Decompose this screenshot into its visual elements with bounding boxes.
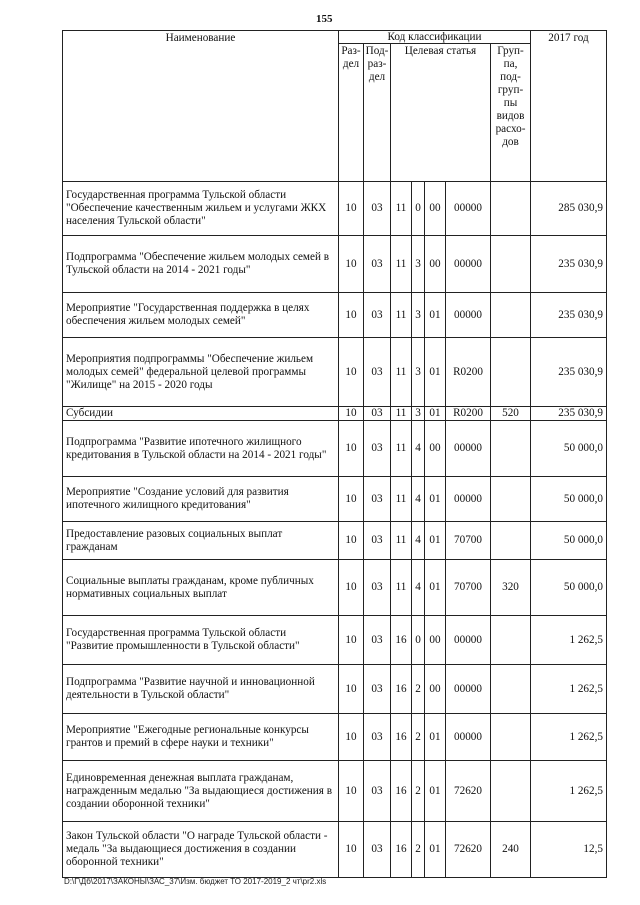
row-target-direction: 72620	[445, 821, 491, 878]
row-target-direction: 00000	[445, 476, 491, 522]
row-target-subprogram: 0	[411, 181, 425, 236]
header-razdel: Раз- дел	[338, 43, 364, 182]
row-target-subprogram: 3	[411, 292, 425, 338]
row-target-program: 16	[390, 713, 412, 761]
row-expense-group	[490, 476, 531, 522]
row-target-program: 16	[390, 760, 412, 822]
row-amount: 50 000,0	[530, 559, 607, 616]
row-razdel: 10	[338, 292, 364, 338]
row-name: Мероприятия подпрограммы "Обеспечение жильем молодых семей" федеральной целевой программы "Жилище" на 2015 - 2020 годы	[62, 337, 339, 407]
row-amount: 235 030,9	[530, 235, 607, 293]
row-target-program: 16	[390, 615, 412, 665]
row-target-event: 00	[424, 420, 446, 477]
row-expense-group	[490, 292, 531, 338]
row-name: Государственная программа Тульской области "Развитие промышленности в Тульской области"	[62, 615, 339, 665]
row-expense-group	[490, 713, 531, 761]
row-target-program: 11	[390, 292, 412, 338]
row-target-program: 11	[390, 181, 412, 236]
row-target-event: 00	[424, 664, 446, 714]
row-target-event: 01	[424, 559, 446, 616]
row-target-direction: 00000	[445, 420, 491, 477]
row-podrazdel: 03	[363, 521, 391, 560]
row-target-subprogram: 2	[411, 821, 425, 878]
row-expense-group	[490, 615, 531, 665]
row-name: Мероприятие "Государственная поддержка в целях обеспечения жильем молодых семей"	[62, 292, 339, 338]
row-podrazdel: 03	[363, 235, 391, 293]
row-podrazdel: 03	[363, 713, 391, 761]
row-razdel: 10	[338, 181, 364, 236]
row-amount: 50 000,0	[530, 521, 607, 560]
row-name: Субсидии	[62, 406, 339, 421]
row-podrazdel: 03	[363, 821, 391, 878]
row-podrazdel: 03	[363, 476, 391, 522]
row-name: Мероприятие "Ежегодные региональные конкурсы грантов и премий в сфере науки и техники"	[62, 713, 339, 761]
row-target-direction: 00000	[445, 292, 491, 338]
row-target-program: 11	[390, 559, 412, 616]
row-amount: 1 262,5	[530, 615, 607, 665]
row-target-program: 16	[390, 821, 412, 878]
row-target-subprogram: 3	[411, 406, 425, 421]
row-target-direction: 70700	[445, 559, 491, 616]
row-razdel: 10	[338, 821, 364, 878]
row-name: Мероприятие "Создание условий для развития ипотечного жилищного кредитования"	[62, 476, 339, 522]
row-target-event: 01	[424, 337, 446, 407]
row-target-subprogram: 3	[411, 235, 425, 293]
row-amount: 1 262,5	[530, 760, 607, 822]
row-target-event: 00	[424, 615, 446, 665]
row-amount: 1 262,5	[530, 713, 607, 761]
row-podrazdel: 03	[363, 406, 391, 421]
file-path-footer: D:\Г\Дб\2017\ЗАКОНЫ\ЗАС_37\Изм. бюджет ТО 2017-2019_2 чт\pr2.xls	[64, 877, 327, 886]
row-amount: 285 030,9	[530, 181, 607, 236]
row-razdel: 10	[338, 713, 364, 761]
row-expense-group	[490, 760, 531, 822]
row-razdel: 10	[338, 235, 364, 293]
row-target-event: 01	[424, 760, 446, 822]
row-target-subprogram: 3	[411, 337, 425, 407]
row-amount: 50 000,0	[530, 476, 607, 522]
header-podrazdel: Под- раз- дел	[363, 43, 391, 182]
row-target-direction: 00000	[445, 664, 491, 714]
row-target-direction: 00000	[445, 615, 491, 665]
row-target-direction: 72620	[445, 760, 491, 822]
row-target-subprogram: 0	[411, 615, 425, 665]
row-target-subprogram: 2	[411, 713, 425, 761]
row-target-program: 11	[390, 420, 412, 477]
row-target-subprogram: 4	[411, 521, 425, 560]
row-target-direction: 70700	[445, 521, 491, 560]
row-target-program: 11	[390, 337, 412, 407]
row-razdel: 10	[338, 476, 364, 522]
row-expense-group	[490, 420, 531, 477]
row-target-direction: 00000	[445, 235, 491, 293]
row-name: Подпрограмма "Развитие научной и инновационной деятельности в Тульской области"	[62, 664, 339, 714]
row-name: Социальные выплаты гражданам, кроме публичных нормативных социальных выплат	[62, 559, 339, 616]
row-podrazdel: 03	[363, 420, 391, 477]
row-podrazdel: 03	[363, 181, 391, 236]
header-group: Груп- па, под- груп- пы видов расхо- дов	[490, 43, 531, 182]
row-podrazdel: 03	[363, 337, 391, 407]
row-target-direction: R0200	[445, 337, 491, 407]
row-expense-group	[490, 181, 531, 236]
row-expense-group: 240	[490, 821, 531, 878]
row-amount: 12,5	[530, 821, 607, 878]
row-target-event: 01	[424, 476, 446, 522]
page-number: 155	[316, 13, 333, 25]
row-target-direction: 00000	[445, 713, 491, 761]
row-podrazdel: 03	[363, 559, 391, 616]
row-razdel: 10	[338, 337, 364, 407]
row-target-direction: 00000	[445, 181, 491, 236]
row-razdel: 10	[338, 760, 364, 822]
row-target-program: 11	[390, 406, 412, 421]
row-amount: 235 030,9	[530, 337, 607, 407]
row-amount: 50 000,0	[530, 420, 607, 477]
row-amount: 235 030,9	[530, 406, 607, 421]
header-year: 2017 год	[530, 30, 607, 182]
header-name: Наименование	[62, 30, 339, 182]
row-podrazdel: 03	[363, 615, 391, 665]
row-podrazdel: 03	[363, 664, 391, 714]
row-target-subprogram: 4	[411, 559, 425, 616]
row-target-direction: R0200	[445, 406, 491, 421]
row-amount: 1 262,5	[530, 664, 607, 714]
row-target-subprogram: 4	[411, 420, 425, 477]
row-name: Единовременная денежная выплата гражданам, награжденным медалью "За выдающиеся достижения в создании оборонной техники"	[62, 760, 339, 822]
row-razdel: 10	[338, 420, 364, 477]
row-expense-group	[490, 664, 531, 714]
row-razdel: 10	[338, 406, 364, 421]
row-razdel: 10	[338, 521, 364, 560]
row-razdel: 10	[338, 664, 364, 714]
row-target-event: 01	[424, 821, 446, 878]
row-expense-group: 320	[490, 559, 531, 616]
row-target-program: 11	[390, 476, 412, 522]
row-razdel: 10	[338, 559, 364, 616]
row-target-event: 00	[424, 235, 446, 293]
row-target-event: 01	[424, 406, 446, 421]
row-podrazdel: 03	[363, 292, 391, 338]
row-expense-group	[490, 337, 531, 407]
row-target-subprogram: 2	[411, 664, 425, 714]
header-code: Код классификации	[338, 30, 531, 44]
row-amount: 235 030,9	[530, 292, 607, 338]
row-name: Государственная программа Тульской области "Обеспечение качественным жильем и услугами ЖКХ населения Тульской области"	[62, 181, 339, 236]
row-podrazdel: 03	[363, 760, 391, 822]
row-target-subprogram: 4	[411, 476, 425, 522]
row-name: Подпрограмма "Обеспечение жильем молодых семей в Тульской области на 2014 - 2021 годы"	[62, 235, 339, 293]
row-expense-group	[490, 235, 531, 293]
row-expense-group: 520	[490, 406, 531, 421]
row-expense-group	[490, 521, 531, 560]
row-target-event: 00	[424, 181, 446, 236]
header-target: Целевая статья	[390, 43, 491, 182]
row-razdel: 10	[338, 615, 364, 665]
row-target-program: 11	[390, 235, 412, 293]
row-target-program: 11	[390, 521, 412, 560]
row-target-program: 16	[390, 664, 412, 714]
row-target-event: 01	[424, 292, 446, 338]
row-target-subprogram: 2	[411, 760, 425, 822]
row-name: Закон Тульской области "О награде Тульской области - медаль "За выдающиеся достижения в создании оборонной техники"	[62, 821, 339, 878]
row-target-event: 01	[424, 713, 446, 761]
row-target-event: 01	[424, 521, 446, 560]
row-name: Подпрограмма "Развитие ипотечного жилищного кредитования в Тульской области на 2014 - 2021 годы"	[62, 420, 339, 477]
row-name: Предоставление разовых социальных выплат гражданам	[62, 521, 339, 560]
